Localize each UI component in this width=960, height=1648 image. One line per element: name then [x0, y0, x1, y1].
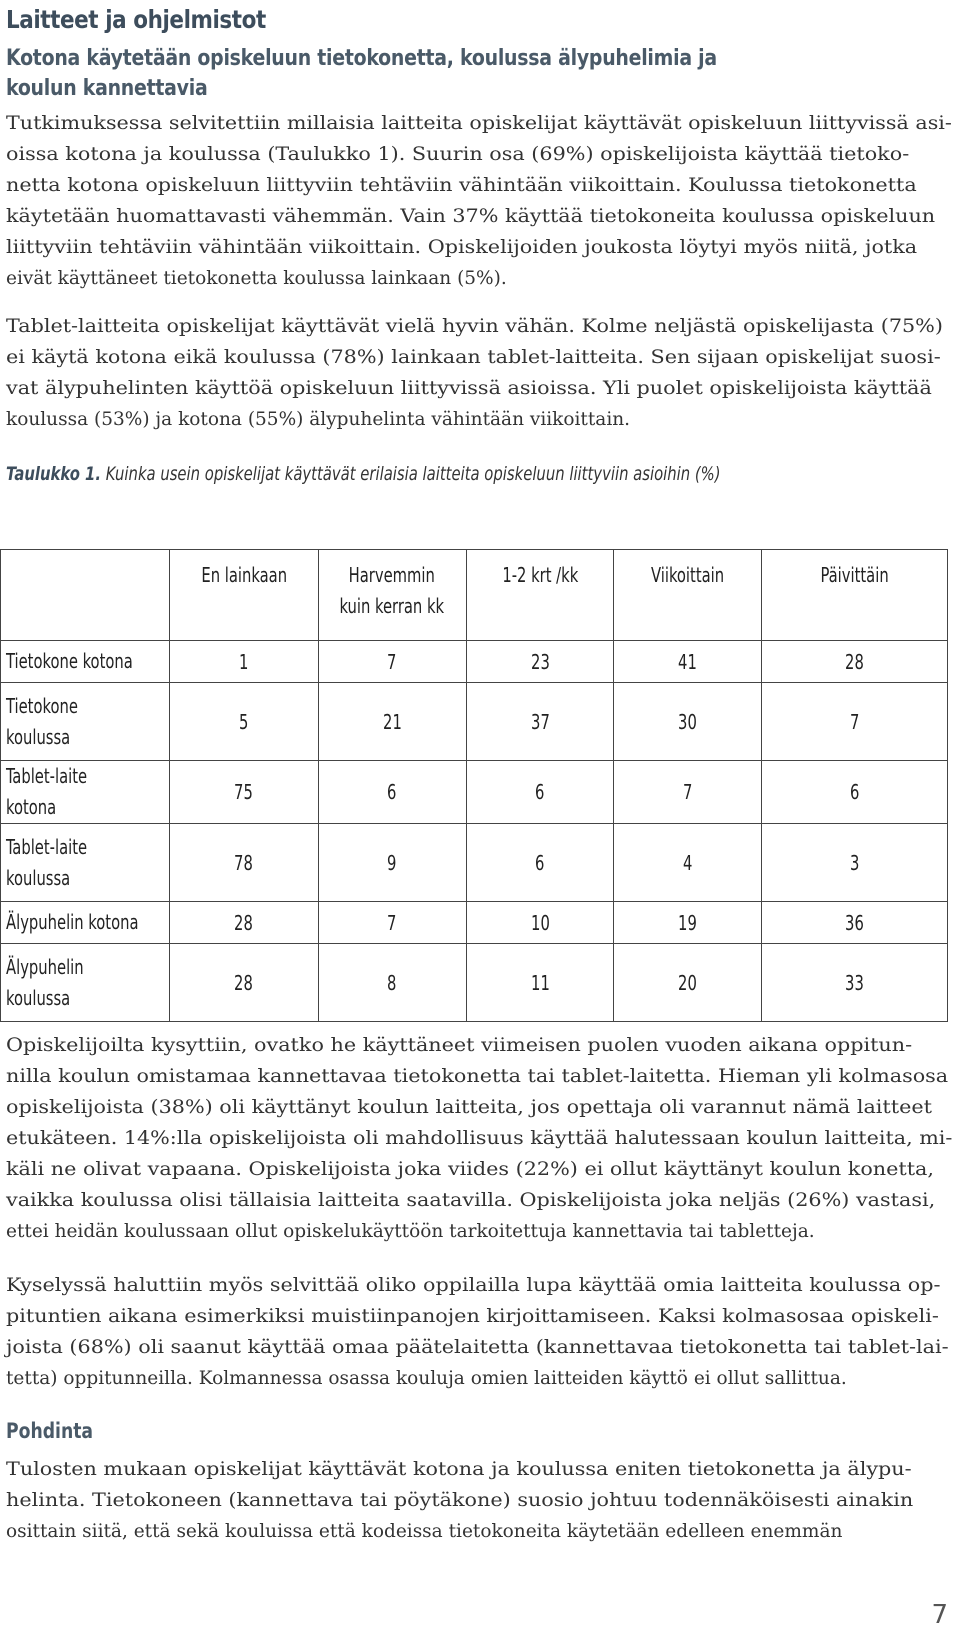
paragraph-2 — [6, 311, 952, 435]
table-cell: 6 — [318, 761, 466, 824]
row-label: Älypuhelin koulussa — [1, 944, 170, 1022]
table-cell: 4 — [614, 824, 762, 902]
table-row — [1, 902, 948, 944]
text-line: vat älypuhelinten käyttöä opiskeluun liittyvissä asioissa. Yli puolet opiskelijoista käyttää — [6, 378, 932, 399]
text-line: Kyselyssä haluttiin myös selvittää oliko oppilailla lupa käyttää omia laitteita koulussa op- — [6, 1275, 941, 1296]
subtitle-line-1: Kotona käytetään opiskeluun tietokonetta, koulussa älypuhelimia ja — [6, 46, 717, 71]
table-cell: 28 — [762, 641, 948, 683]
paragraph-4 — [6, 1270, 952, 1394]
table-cell: 21 — [318, 683, 466, 761]
table-row — [1, 761, 948, 824]
row-label: Tablet-laite koulussa — [1, 824, 170, 902]
table-row — [1, 824, 948, 902]
text-line: Opiskelijoilta kysyttiin, ovatko he käyttäneet viimeisen puolen vuoden aikana oppitun- — [6, 1035, 913, 1056]
table-header-cell — [318, 550, 466, 641]
text-line: oissa kotona ja koulussa (Taulukko 1). Suurin osa (69%) opiskelijoista käyttää tietoko- — [6, 144, 910, 165]
text-line: Tutkimuksessa selvitettiin millaisia laitteita opiskelijat käyttävät opiskeluun liittyvissä asi- — [6, 113, 952, 134]
text-line: tetta) oppitunneilla. Kolmannessa osassa kouluja omien laitteiden käyttö ei ollut sallittua. — [6, 1368, 847, 1389]
text-line: Tablet-laitteita opiskelijat käyttävät vielä hyvin vähän. Kolme neljästä opiskelijasta (75%) — [6, 316, 943, 337]
text-line: koulussa (53%) ja kotona (55%) älypuhelinta vähintään viikoittain. — [6, 409, 631, 430]
text-line: joista (68%) oli saanut käyttää omaa päätelaitetta (kannettavaa tietokonetta tai tablet-lai- — [6, 1337, 949, 1358]
table-cell: 41 — [614, 641, 762, 683]
table-cell: 28 — [169, 944, 318, 1022]
text-line: pituntien aikana esimerkiksi muistiinpanojen kirjoittamiseen. Kaksi kolmasosaa opiskeli- — [6, 1306, 939, 1327]
subtitle-line-2: koulun kannettavia — [6, 76, 208, 101]
text-line: käli ne olivat vapaana. Opiskelijoista joka viides (22%) ei ollut käyttänyt koulun konetta, — [6, 1159, 935, 1180]
document-page — [6, 0, 952, 489]
row-label: Tietokone koulussa — [1, 683, 170, 761]
text-line: vaikka koulussa olisi tällaisia laitteita saatavilla. Opiskelijoista joka neljäs (26%) vastasi, — [6, 1190, 936, 1211]
table-cell: 7 — [614, 761, 762, 824]
table-cell: 10 — [466, 902, 614, 944]
table-header-cell: Päivittäin — [762, 550, 948, 641]
text-line: nilla koulun omistamaa kannettavaa tietokonetta tai tablet-laitetta. Hieman yli kolmasosa — [6, 1066, 949, 1087]
table-cell: 36 — [762, 902, 948, 944]
table-cell: 7 — [318, 902, 466, 944]
row-label: Älypuhelin kotona — [1, 902, 170, 944]
paragraph-1 — [6, 108, 952, 294]
table-cell: 3 — [762, 824, 948, 902]
table-cell: 6 — [762, 761, 948, 824]
text-line: Tulosten mukaan opiskelijat käyttävät kotona ja koulussa eniten tietokonetta ja älypu- — [6, 1459, 912, 1480]
table-cell: 8 — [318, 944, 466, 1022]
table-caption — [6, 459, 744, 489]
table-row — [1, 641, 948, 683]
subtitle — [6, 44, 952, 104]
table-cell: 9 — [318, 824, 466, 902]
table-cell: 6 — [466, 761, 614, 824]
table-cell: 7 — [318, 641, 466, 683]
text-line: opiskelijoista (38%) oli käyttänyt koulun laitteita, jos opettaja oli varannut nämä laitteet — [6, 1097, 932, 1118]
table-header-cell: En lainkaan — [169, 550, 318, 641]
table-cell: 37 — [466, 683, 614, 761]
text-line: ei käytä kotona eikä koulussa (78%) lainkaan tablet-laitteita. Sen sijaan opiskelijat suosi- — [6, 347, 941, 368]
table-cell: 6 — [466, 824, 614, 902]
row-label: Tablet-laite kotona — [1, 761, 170, 824]
table-cell: 19 — [614, 902, 762, 944]
table-cell: 78 — [169, 824, 318, 902]
text-line: eivät käyttäneet tietokonetta koulussa lainkaan (5%). — [6, 268, 507, 289]
table-cell: 11 — [466, 944, 614, 1022]
document-continued — [6, 1030, 952, 1547]
table-cell: 1 — [169, 641, 318, 683]
text-line: netta kotona opiskeluun liittyviin tehtäviin vähintään viikoittain. Koulussa tietokonetta — [6, 175, 917, 196]
text-line: liittyviin tehtäviin vähintään viikoittain. Opiskelijoiden joukosta löytyi myös niitä, jotka — [6, 237, 918, 258]
text-line: käytetään huomattavasti vähemmän. Vain 37% käyttää tietokoneita koulussa opiskeluun — [6, 206, 936, 227]
table-cell: 33 — [762, 944, 948, 1022]
table-cell: 5 — [169, 683, 318, 761]
table-header-cell: Viikoittain — [614, 550, 762, 641]
table-header-cell: 1-2 krt /kk — [466, 550, 614, 641]
table-cell: 28 — [169, 902, 318, 944]
table-header-row — [1, 550, 948, 641]
paragraph-5 — [6, 1454, 952, 1547]
table-caption-label: Taulukko 1. — [6, 463, 102, 485]
table-cell: 30 — [614, 683, 762, 761]
usage-table — [0, 549, 948, 1022]
page-number: 7 — [931, 1600, 948, 1630]
header-harvemmin: Harvemmin kuin kerran kk — [339, 563, 445, 618]
table-header-cell — [1, 550, 170, 641]
row-label: Tietokone kotona — [1, 641, 170, 683]
text-line: etukäteen. 14%:lla opiskelijoista oli mahdollisuus käyttää halutessaan koulun laitteita, mi- — [6, 1128, 953, 1149]
table-row — [1, 683, 948, 761]
text-line: helinta. Tietokoneen (kannettava tai pöytäkone) suosio johtuu todennäköisesti ainakin — [6, 1490, 914, 1511]
paragraph-3 — [6, 1030, 952, 1247]
heading-pohdinta: Pohdinta — [6, 1419, 94, 1443]
section-title: Laitteet ja ohjelmistot — [6, 5, 266, 34]
table-cell: 7 — [762, 683, 948, 761]
table-cell: 20 — [614, 944, 762, 1022]
table-cell: 75 — [169, 761, 318, 824]
text-line: osittain siitä, että sekä kouluissa että kodeissa tietokoneita käytetään edelleen enemmän — [6, 1521, 843, 1542]
table-cell: 23 — [466, 641, 614, 683]
table-row — [1, 944, 948, 1022]
text-line: ettei heidän koulussaan ollut opiskelukäyttöön tarkoitettuja kannettavia tai tabletteja. — [6, 1221, 815, 1242]
table-caption-text: Kuinka usein opiskelijat käyttävät erilaisia laitteita opiskeluun liittyviin asioihin (%) — [105, 463, 721, 485]
